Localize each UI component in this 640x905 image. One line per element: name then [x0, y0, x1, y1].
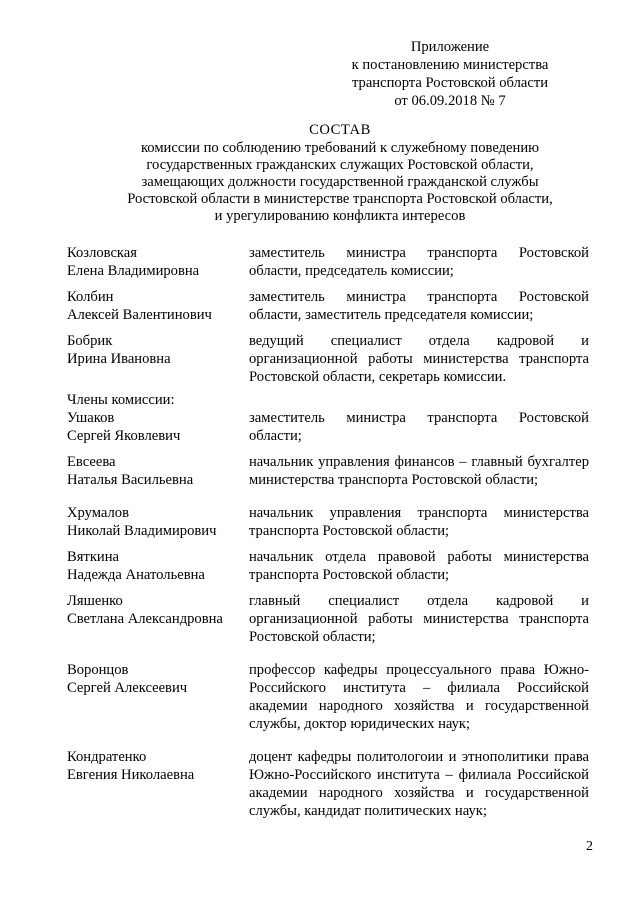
member-given-name: Светлана Александровна — [67, 611, 223, 627]
member-role: заместитель министра транспорта Ростовской области, председатель комиссии; — [249, 245, 589, 279]
commission-list — [67, 244, 589, 820]
member-name — [67, 244, 249, 280]
member-name — [67, 288, 249, 324]
subtitle-line: государственных гражданских служащих Ростовской области, — [146, 157, 534, 173]
member-surname: Воронцов — [67, 662, 129, 678]
member-role: заместитель министра транспорта Ростовской области, заместитель председателя комиссии; — [249, 289, 589, 323]
member-surname: Ушаков — [67, 410, 115, 426]
member-role: начальник отдела правовой работы министерства транспорта Ростовской области; — [249, 549, 589, 583]
title-subtitle — [60, 140, 620, 225]
member-surname: Вяткина — [67, 549, 120, 565]
member-row — [67, 244, 589, 280]
member-given-name: Елена Владимировна — [67, 263, 200, 279]
member-given-name: Николай Владимирович — [67, 523, 217, 539]
appendix-line: транспорта Ростовской области — [351, 75, 549, 91]
subtitle-line: Ростовской области в министерстве транспорта Ростовской области, — [127, 191, 553, 207]
member-row — [67, 548, 589, 584]
appendix-line: Приложение — [410, 39, 490, 55]
subtitle-line: комиссии по соблюдению требований к служебному поведению — [140, 140, 540, 156]
member-role: главный специалист отдела кадровой и организационной работы министерства транспорта Ростовской области; — [249, 593, 589, 645]
member-role: начальник управления транспорта министерства транспорта Ростовской области; — [249, 505, 589, 539]
member-row — [67, 332, 589, 386]
member-row — [67, 453, 589, 489]
title-heading: СОСТАВ — [309, 122, 371, 138]
member-row — [67, 748, 589, 820]
member-name — [67, 592, 249, 646]
member-given-name: Наталья Васильевна — [67, 472, 194, 488]
member-name — [67, 332, 249, 386]
appendix-header — [300, 38, 600, 110]
member-given-name: Евгения Николаевна — [67, 767, 195, 783]
member-row — [67, 592, 589, 646]
member-name — [67, 504, 249, 540]
members-heading: Члены комиссии: — [67, 392, 175, 408]
member-row — [67, 288, 589, 324]
member-role: ведущий специалист отдела кадровой и организационной работы министерства транспорта Ростовской области, секретарь комиссии. — [249, 333, 589, 385]
member-row — [67, 661, 589, 733]
member-surname: Хрумалов — [67, 505, 129, 521]
member-surname: Бобрик — [67, 333, 113, 349]
page-number: 2 — [586, 839, 593, 854]
member-surname: Кондратенко — [67, 749, 147, 765]
member-surname: Евсеева — [67, 454, 116, 470]
appendix-line: к постановлению министерства — [351, 57, 549, 73]
member-given-name: Сергей Алексеевич — [67, 680, 188, 696]
member-name — [67, 548, 249, 584]
subtitle-line: замещающих должности государственной гражданской службы — [141, 174, 539, 190]
member-role: профессор кафедры процессуального права Южно-Российского института – филиала Российской академии народного хозяйства и государственной службы, доктор юридических наук; — [249, 662, 589, 732]
member-surname: Козловская — [67, 245, 137, 261]
appendix-line: от 06.09.2018 № 7 — [394, 93, 506, 109]
member-role: доцент кафедры политологоии и этнополитики права Южно-Российского института – филиала Российской академии народного хозяйства и государственной службы, кандидат политических наук; — [249, 749, 589, 819]
document-title — [60, 122, 620, 225]
member-name — [67, 453, 249, 489]
member-name — [67, 661, 249, 733]
member-given-name: Надежда Анатольевна — [67, 567, 205, 583]
member-given-name: Сергей Яковлевич — [67, 428, 181, 444]
member-role: заместитель министра транспорта Ростовской области; — [249, 410, 589, 444]
member-row — [67, 409, 589, 445]
member-name — [67, 748, 249, 820]
member-given-name: Алексей Валентинович — [67, 307, 212, 323]
subtitle-line: и урегулированию конфликта интересов — [214, 208, 466, 224]
member-given-name: Ирина Ивановна — [67, 351, 171, 367]
member-surname: Ляшенко — [67, 593, 123, 609]
member-role: начальник управления финансов – главный бухгалтер министерства транспорта Ростовской области; — [249, 454, 589, 488]
member-surname: Колбин — [67, 289, 114, 305]
member-row — [67, 504, 589, 540]
member-name — [67, 409, 249, 445]
